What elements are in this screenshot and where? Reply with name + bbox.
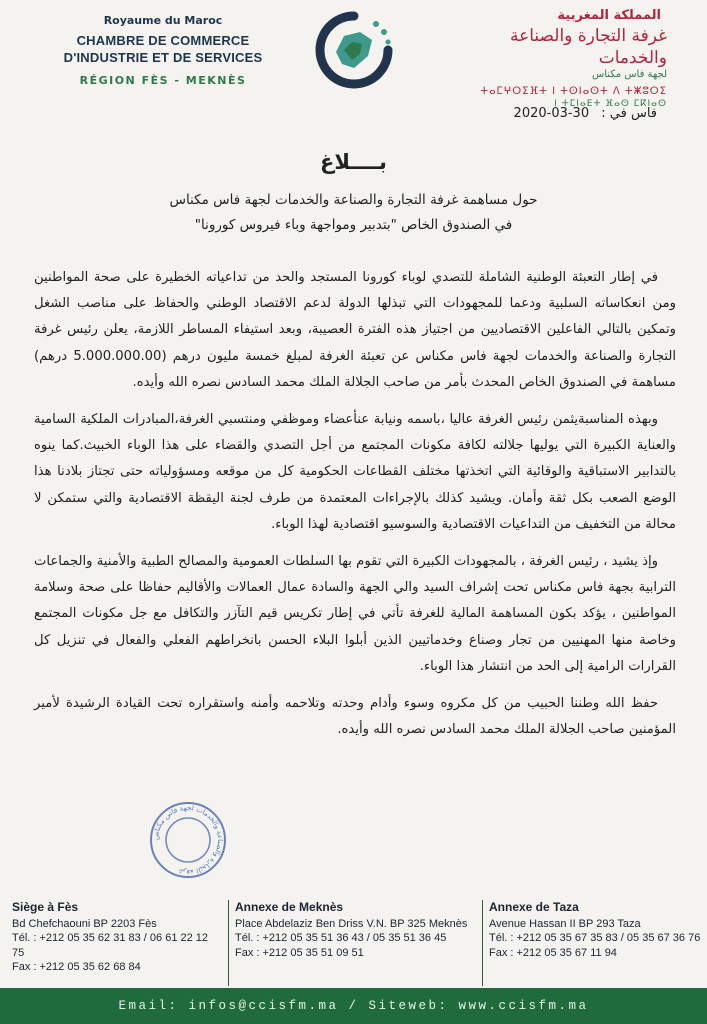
document-subtitle-line2: في الصندوق الخاص "بتدبير ومواجهة وباء فيروس كورونا" <box>194 217 513 233</box>
document-title: بــــلاغ <box>320 150 387 174</box>
footer-meknes <box>228 900 483 986</box>
body-paragraph-3: وإذ يشيد ، رئيس الغرفة ، بالمجهودات الكبيرة التي تقوم بها السلطات العمومية والمصالح الطبية والأمنية والجماعات الترابية بجهة فاس مكناس تحت إشراف السيد والي الجهة والسادة عمال العمالات والأقاليم حفاظا على صحة وسلامة المواطنين ، يؤكد بكون المساهمة المالية للغرفة تأتي في إطار تكريس قيم التآزر والتكافل مع جل مكونات المجتمع وخاصة منها المهنيين من تجار وصناع وخدماتيين الذين أبلوا البلاء الحسن بانخراطهم الفعلي والفعال في تنزيل كل القرارات الرامية إلى الحد من انتشار هذا الوباء. <box>34 554 676 674</box>
body-paragraph-2: وبهذه المناسبةيثمن رئيس الغرفة عاليا ،باسمه ونيابة عنأعضاء وموظفي ومنتسبي الغرفة،المبادرات الملكية السامية والعناية الكبيرة التي يوليها جلالته لكافة مكونات المجتمع من أجل التصدي والقضاء على هذا الوباء الخبيث.كما ينوه بالتدابير الاستباقية والوقائية التي اتخذتها مختلف القطاعات الحكومية كل من موقعه ومسؤولياته حتى تجتاز بلادنا هذا الوضع الصعب بكل ثقة وأمان. ويشيد كذلك بالإجراءات المعتمدة من طرف لجنة اليقظة الاقتصادية والتي ستمكن لا محالة من التخفيف من التداعيات الاقتصادية والسوسيو اقتصادية لهذا الوباء. <box>34 412 676 532</box>
svg-text:غرفة التجارة والصناعة والخدمات <box>152 804 224 876</box>
footer-fes <box>12 900 220 986</box>
chamber-name-tifinagh-line1: ⵜⴰⵎⵖⵔⵉⴼⵜ ⵏ ⵜⵙⵏⴰⵙⵜ ⴷ ⵜⵥⵓⵔⵉ <box>480 86 667 97</box>
footer-fes-fax: Fax : +212 05 35 62 68 84 <box>12 961 141 973</box>
header-arabic <box>437 8 667 109</box>
chamber-name-ar: غرفة التجارة والصناعة والخدمات <box>509 26 667 68</box>
region-label-ar: لجهة فاس مكناس <box>591 69 667 80</box>
footer-meknes-fax: Fax : +212 05 35 51 09 51 <box>235 946 364 959</box>
body-paragraph-1: في إطار التعبئة الوطنية الشاملة للتصدي لوباء كورونا المستجد والحد من تداعياته الخطيرة على صحة المواطنين ومن انعكاساته السلبية ودعما للمجهودات التي تبذلها الدولة لدعم الاقتصاد الوطني والحفاظ على مناصب الشغل وتمكين بالتالي الفاعلين الاقتصاديين من اجتياز هذه الفترة العصيبة، وبعد استيفاء المساطر اللازمة، يعلن رئيس غرفة التجارة والصناعة والخدمات لجهة فاس مكناس عن تعبئة الغرفة لمبلغ خمسة مليون درهم (5.000.000.00 درهم) مساهمة في الصندوق الخاص المحدث بأمر من صاحب الجلالة الملك محمد السادس نصره الله وأيده. <box>34 270 676 390</box>
footer-meknes-tel: Tél. : +212 05 35 51 36 43 / 05 35 51 36 45 <box>235 932 447 944</box>
kingdom-label-ar: المملكة المغربية <box>557 8 661 23</box>
footer-fes-tel: Tél. : +212 05 35 62 31 83 / 06 61 22 12 75 <box>12 932 209 959</box>
chamber-name-fr-line1: CHAMBRE DE COMMERCE <box>76 33 250 48</box>
footer-taza-fax: Fax : +212 05 35 67 11 94 <box>489 946 617 959</box>
footer-taza-title: Annexe de Taza <box>489 900 579 914</box>
region-label-fr: RÉGION FÈS - MEKNÈS <box>79 74 247 87</box>
chamber-name-fr-line2: D'INDUSTRIE ET DE SERVICES <box>63 50 263 65</box>
date-label: فاس في : <box>601 106 657 121</box>
stamp-text: غرفة التجارة والصناعة والخدمات لجهة فاس مكناس <box>151 803 225 877</box>
document-body <box>34 265 676 754</box>
date-value: 2020-03-30 <box>513 106 590 121</box>
footer-taza-address: Avenue Hassan II BP 293 Taza <box>489 917 641 930</box>
header-french <box>48 14 278 87</box>
official-stamp-icon <box>148 800 228 880</box>
footer-fes-address: Bd Chefchaouni BP 2203 Fès <box>12 917 157 930</box>
chamber-logo-icon <box>314 10 394 90</box>
document-date <box>514 106 657 121</box>
document-subtitle-line1: حول مساهمة غرفة التجارة والصناعة والخدمات لجهة فاس مكناس <box>169 192 538 208</box>
chamber-name-tifinagh-line2: ⵏ ⵜⵎⵏⴰⴹⵜ ⴼⴰⵙ ⵎⴽⵏⴰⵙ <box>554 99 667 109</box>
body-closing-paragraph: حفظ الله وطننا الحبيب من كل مكروه وسوء وأدام وحدته وتلاحمه وأمنه واستقراره تحت القيادة الرشيدة لأمير المؤمنين صاحب الجلالة الملك محمد السادس نصره الله وأيده. <box>34 696 676 738</box>
kingdom-label-fr: Royaume du Maroc <box>103 14 223 27</box>
footer-meknes-title: Annexe de Meknès <box>235 900 344 914</box>
footer-fes-title: Siège à Fès <box>12 900 79 914</box>
footer-taza <box>482 900 707 986</box>
footer-addresses <box>0 900 707 986</box>
footer-taza-tel: Tél. : +212 05 35 67 35 83 / 05 35 67 36 76 <box>489 932 701 944</box>
footer-contact-bar: Email: infos@ccisfm.ma / Siteweb: www.ccisfm.ma <box>0 988 707 1024</box>
footer-meknes-address: Place Abdelaziz Ben Driss V.N. BP 325 Meknès <box>235 917 468 930</box>
